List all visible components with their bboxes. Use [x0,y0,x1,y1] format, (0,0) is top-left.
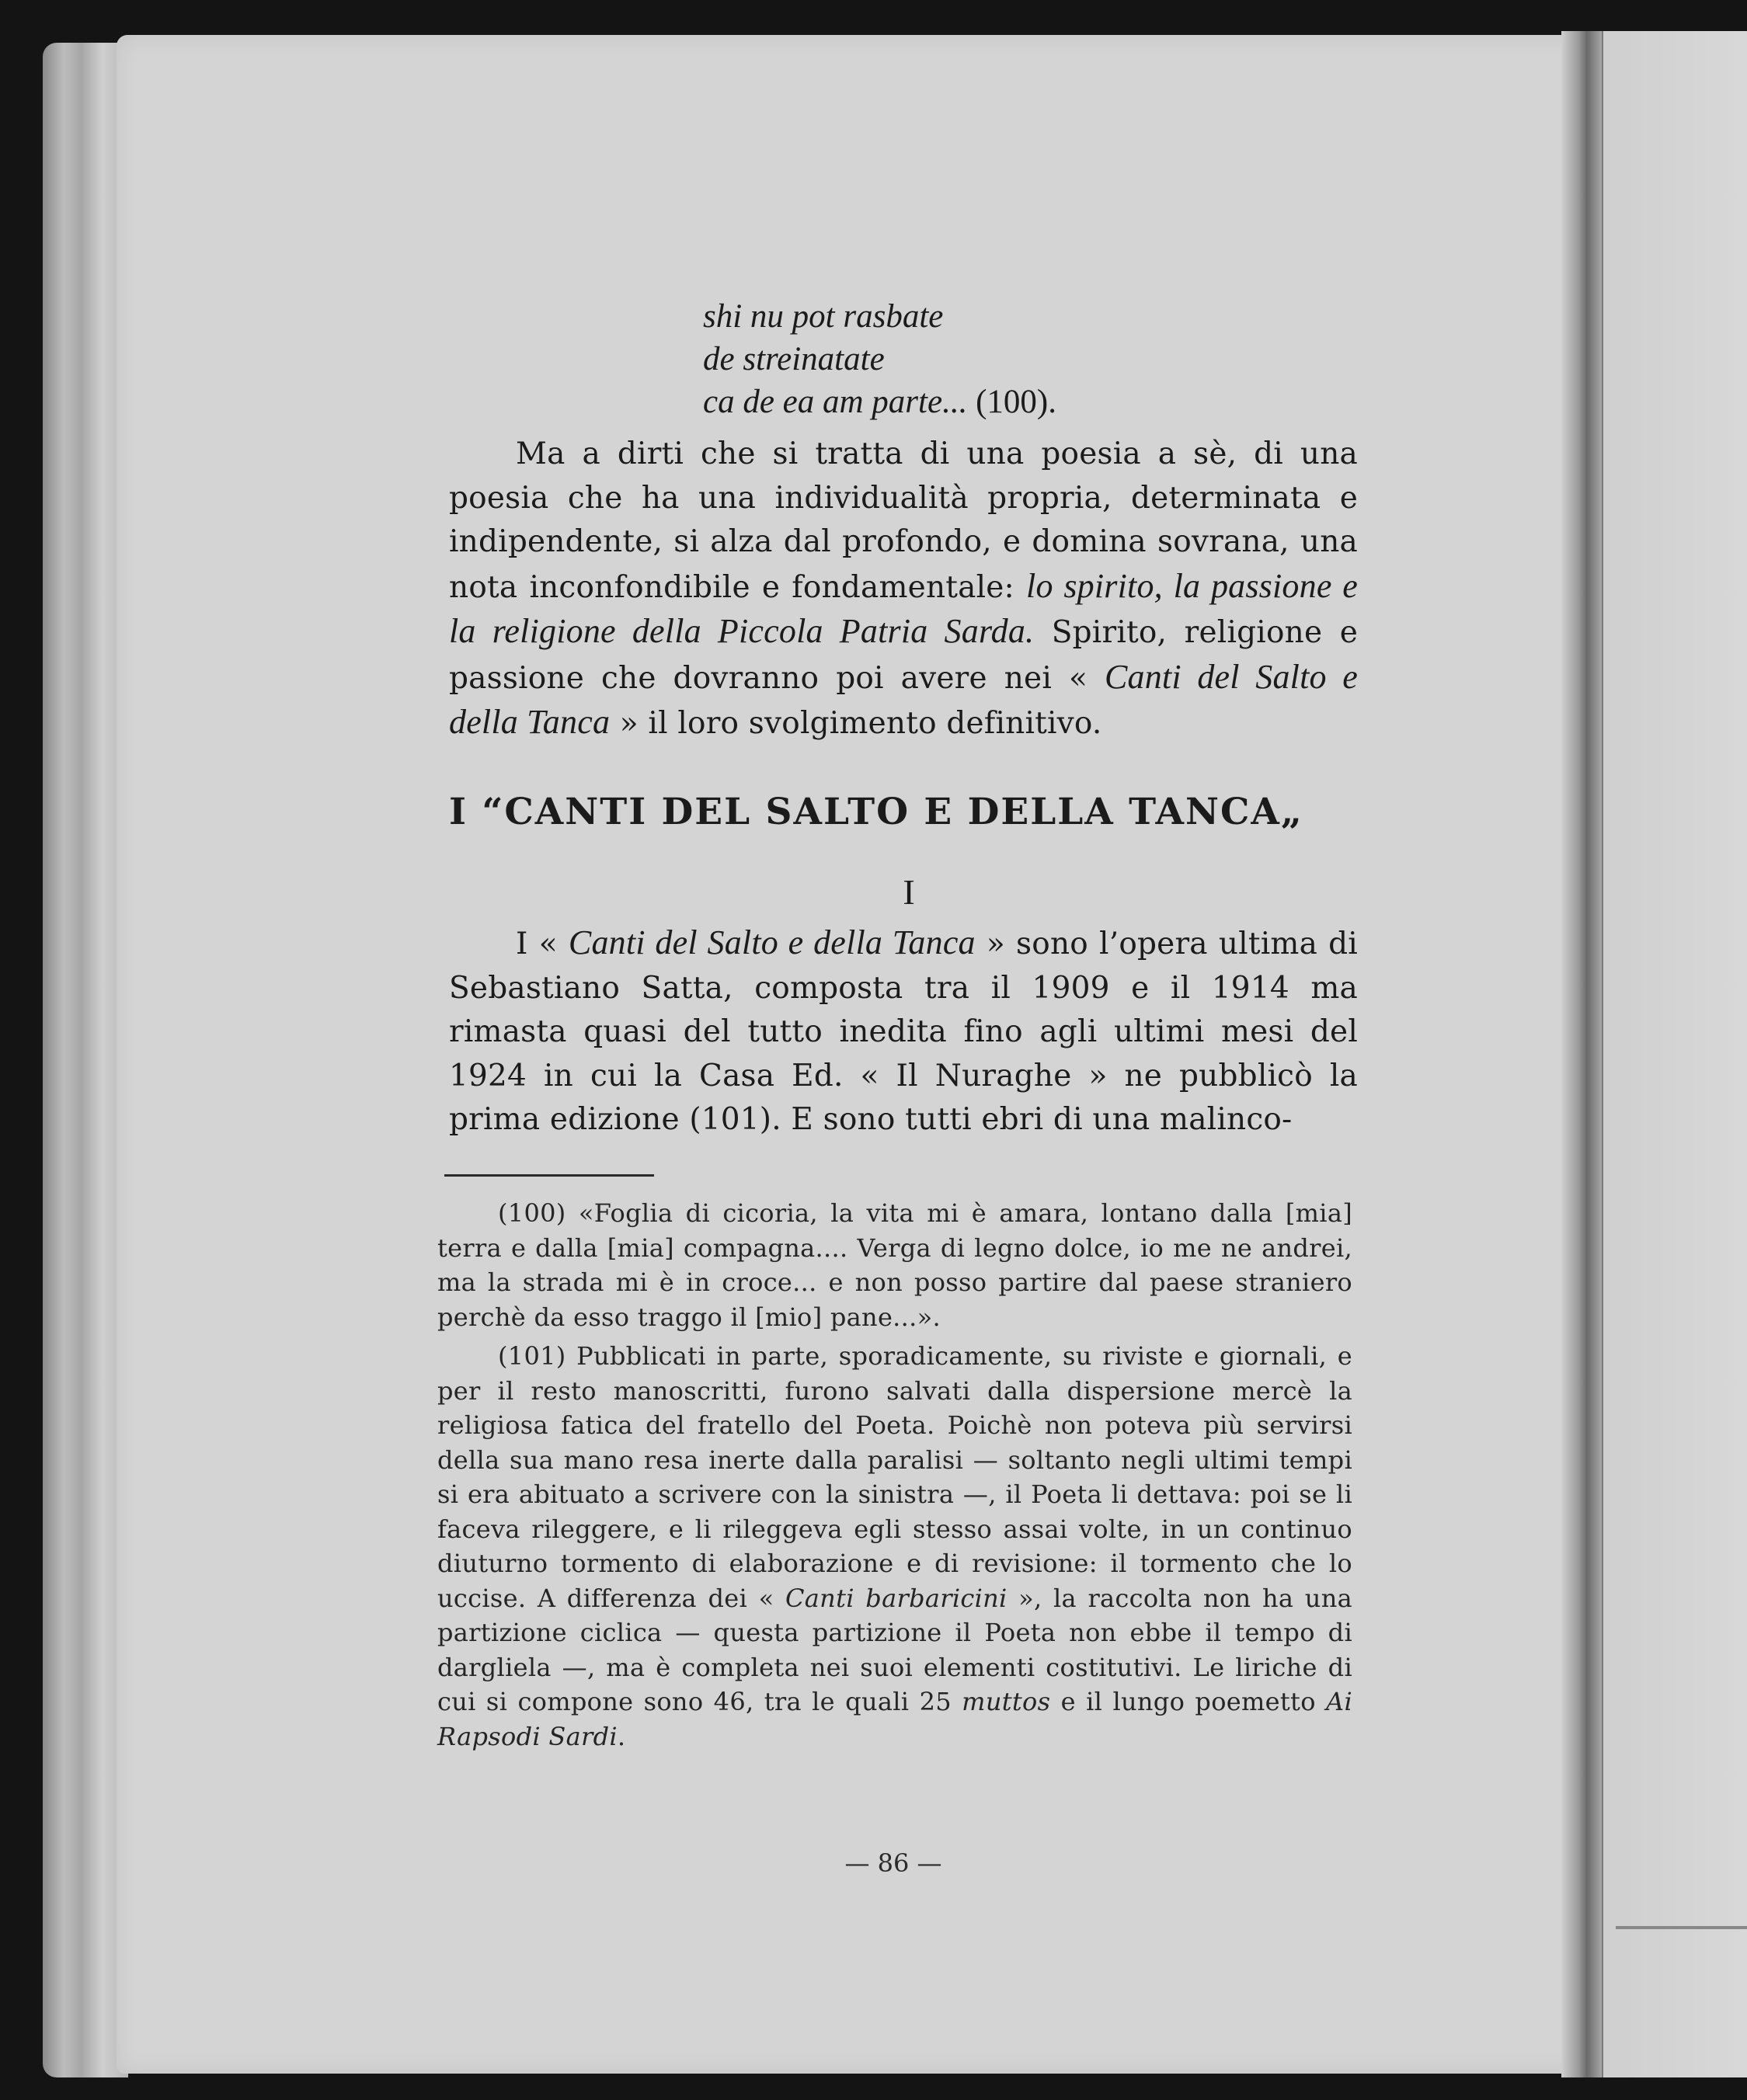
footnote-text: . [617,1721,626,1751]
paragraph-text: I « [516,927,569,961]
footnote-reference: (100). [976,384,1056,420]
footnote-text: », la raccolta non ha una partizione ciclica — questa partizione il Poeta non ebbe il tempo di dargliela —, ma è completa nei suoi elementi costitutivi. Le liriche di cui si compone sono 46, tra le quali 25 [437,1583,1352,1716]
paragraph-text: » il loro svolgimento definitivo. [610,706,1102,741]
italic-title: Ai Rapsodi Sardi [437,1687,1352,1751]
paragraph-text: Ma a dirti che si tratta di una poesia a sè, di una poesia che ha una individualità propria, determinata e indipendente, si alza dal profondo, e domina sovrana, una nota inconfondibile e fondamentale: [449,436,1358,605]
italic-phrase: lo spirito, la passione e la religione della Piccola Patria Sarda. [449,566,1358,650]
paragraph-2 [449,921,1358,1142]
page-number: — 86 — [844,1848,942,1878]
verse-line: shi nu pot rasbate [703,298,944,335]
footnote-text: (101) Pubblicati in parte, sporadicamente, su riviste e giornali, e per il resto manoscritti, furono salvati dalla dispersione mercè la religiosa fatica del fratello del Poeta. Poichè non poteva più servirsi della sua mano resa inerte dalla paralisi — soltanto negli ultimi tempi si era abituato a scrivere con la sinistra —, il Poeta li dettava: poi se li faceva rileggere, e li rileggeva egli stesso assai volte, in un continuo diuturno tormento di elaborazione e di revisione: il tormento che lo uccise. A differenza dei « [437,1341,1352,1613]
section-number: I [903,872,915,912]
verse-line-text: ca de ea am parte... [703,384,968,420]
italic-title: Canti del Salto e della Tanca [449,657,1358,741]
footnote-100: (100) «Foglia di cicoria, la vita mi è amara, lontano dalla [mia] terra e dalla [mia] compagna.... Verga di legno dolce, io me ne andrei, ma la strada mi è in croce... e non posso partire dal paese straniero perchè da esso traggo il [mio] pane...». [437,1198,1352,1332]
verse-line [703,381,1056,423]
paragraph-text: » sono l’opera ultima di Sebastiano Satta, composta tra il 1909 e il 1914 ma rimasta quasi del tutto inedita fino agli ultimi mesi del 1924 in cui la Casa Ed. « Il Nuraghe » ne pubblicò la prima edizione (101). E sono tutti ebri di una malinco- [449,927,1358,1137]
section-title: I “CANTI DEL SALTO E DELLA TANCA„ [449,791,1303,833]
footnote-101 [437,1339,1352,1754]
italic-title: Canti barbaricini [785,1583,1007,1613]
paragraph-text: Spirito, religione e passione che dovranno poi avere nei « [449,615,1359,696]
verse-line: de streinatate [703,341,885,377]
verse-quote [703,295,1056,423]
footnotes [437,1196,1352,1758]
paragraph-1 [449,433,1358,746]
italic-term: muttos [962,1687,1051,1716]
footnote-text: e il lungo poemetto [1050,1687,1327,1716]
footnote-divider [444,1174,654,1177]
italic-title: Canti del Salto e della Tanca [568,923,976,961]
